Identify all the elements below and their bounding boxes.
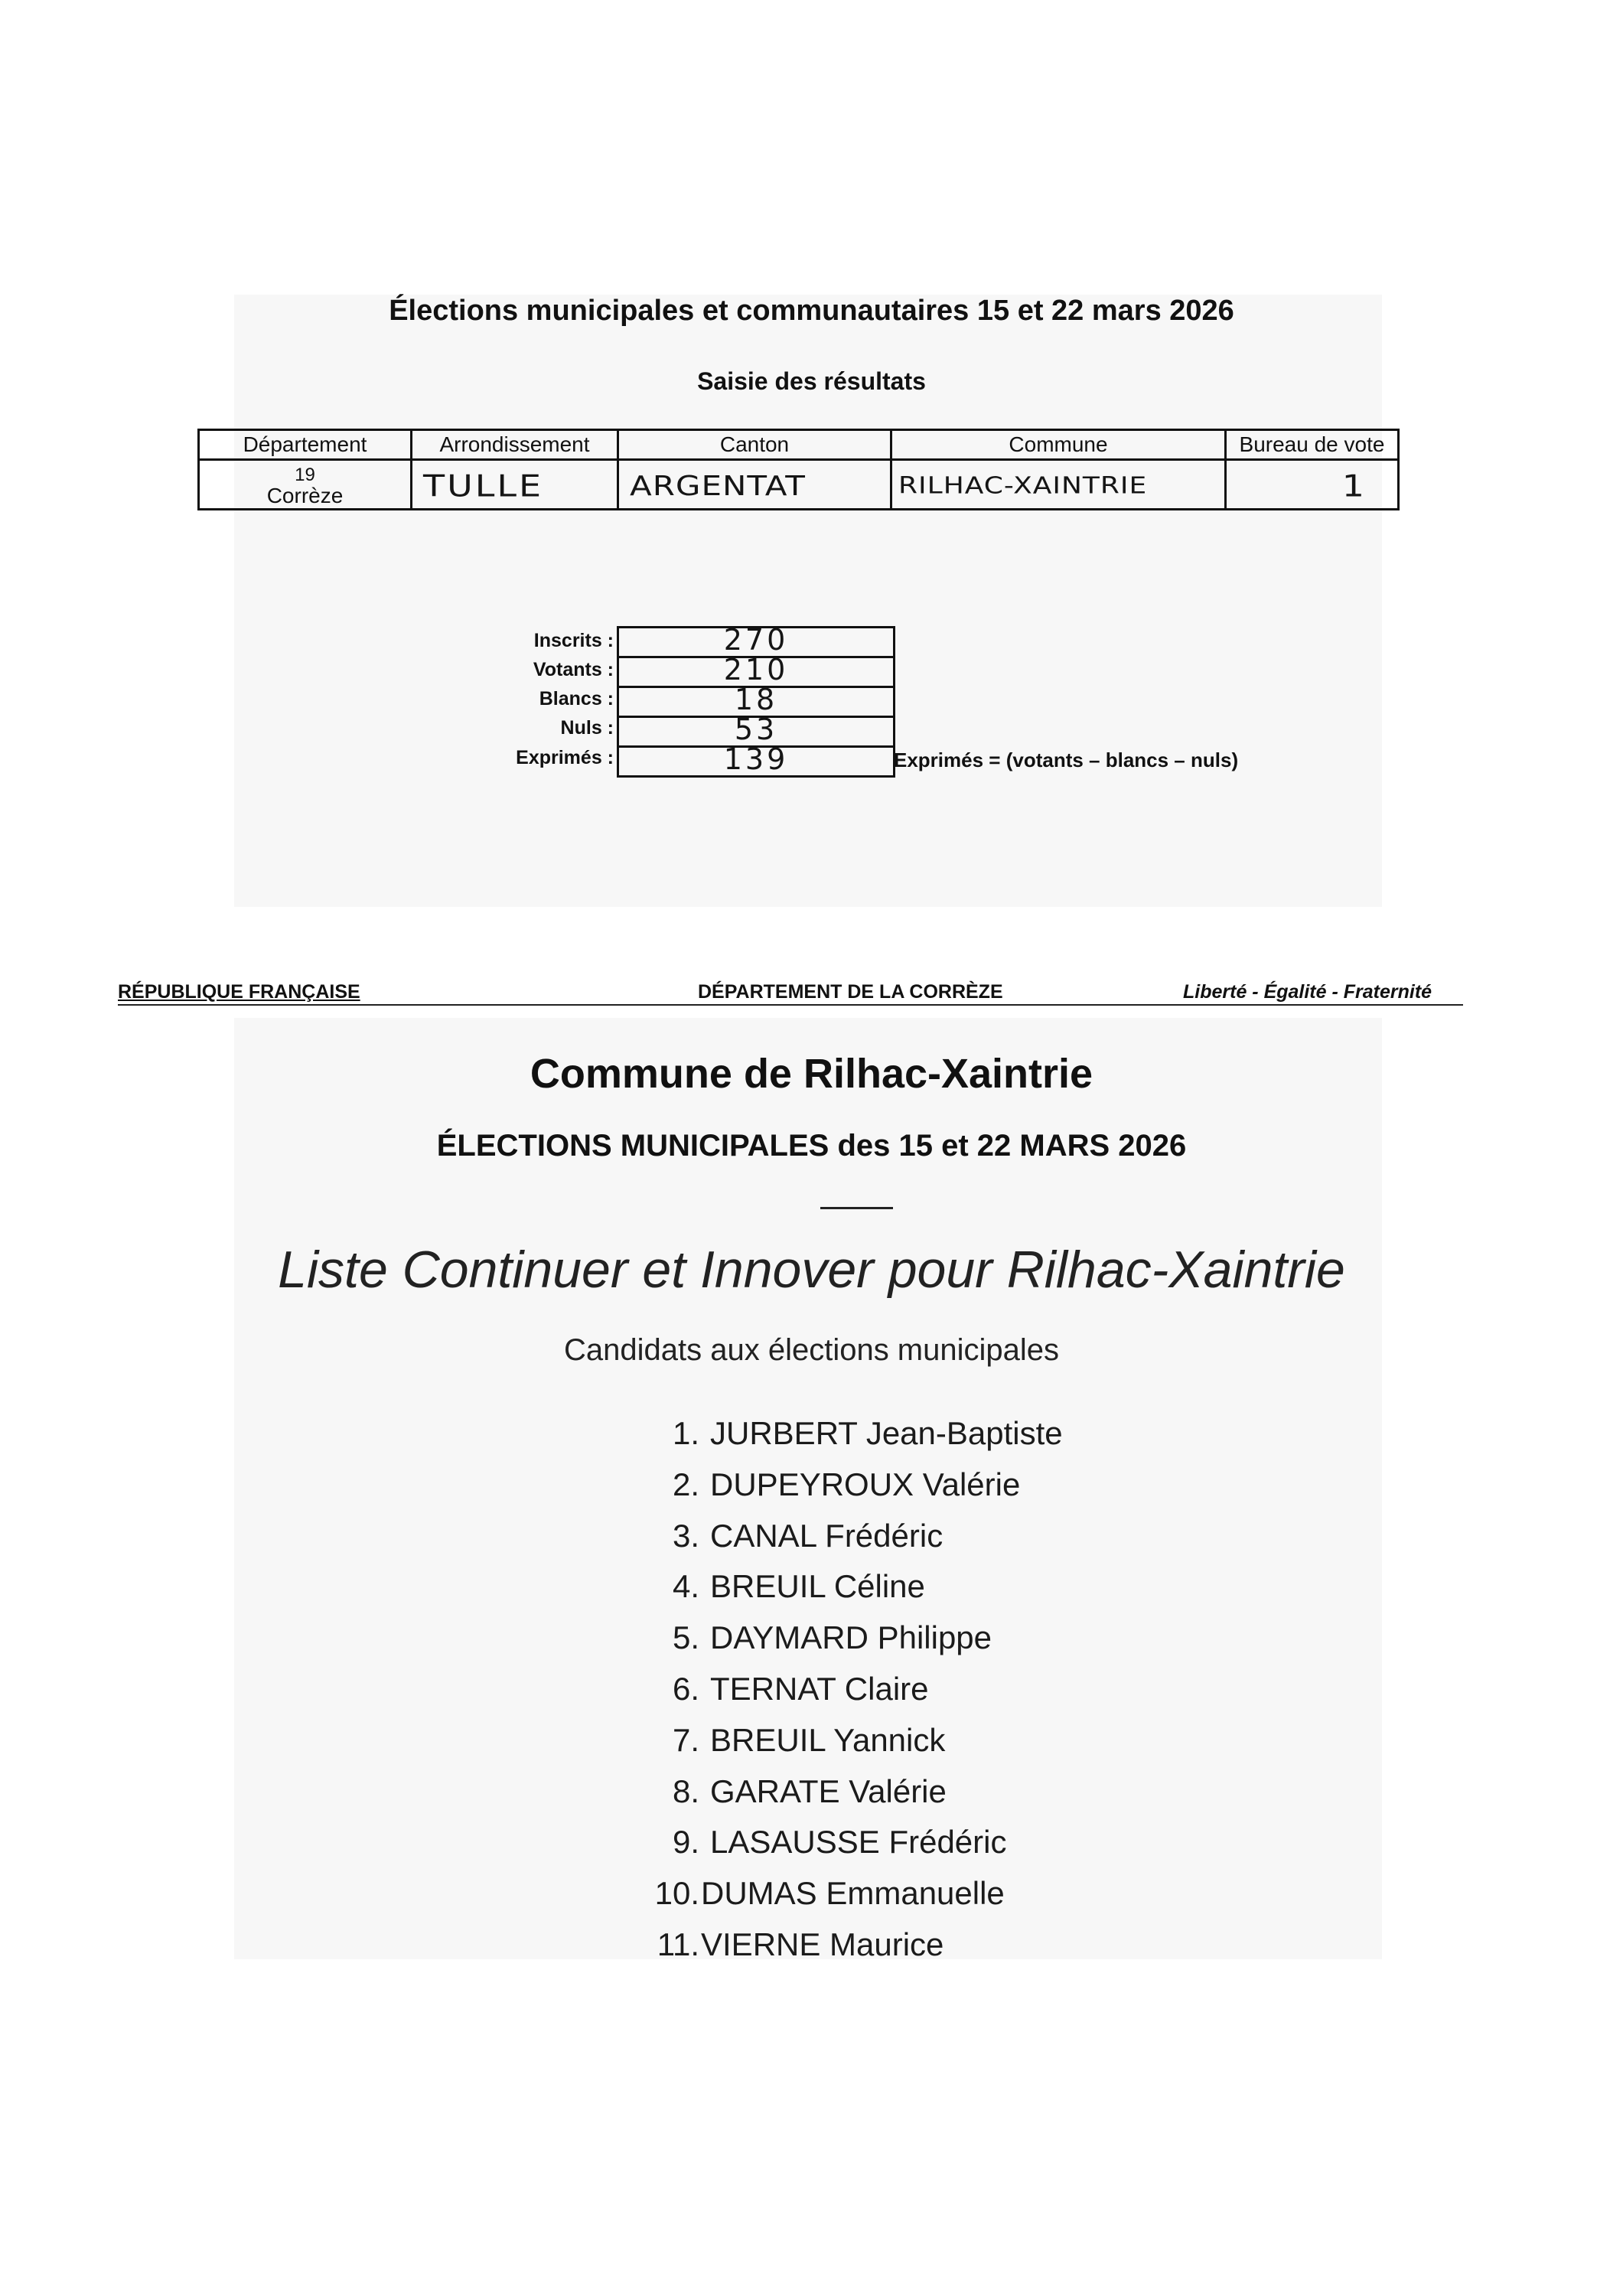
header-republique: RÉPUBLIQUE FRANÇAISE (118, 981, 360, 1003)
candidate-name: GARATE Valérie (710, 1773, 947, 1809)
candidate-name: DUMAS Emmanuelle (701, 1875, 1005, 1912)
header-commune: Commune (891, 430, 1226, 460)
value-nuls: 53 (734, 713, 778, 746)
elections-title: ÉLECTIONS MUNICIPALES des 15 et 22 MARS 2026 (436, 1129, 1187, 1163)
candidats-subtitle: Candidats aux élections municipales (563, 1333, 1060, 1367)
cell-departement (199, 460, 412, 510)
list-item (647, 1766, 1063, 1818)
value-inscrits: 270 (723, 623, 789, 657)
header-canton: Canton (618, 430, 891, 460)
candidate-number: 11. (657, 1926, 699, 1962)
value-exprimes: 139 (723, 742, 789, 776)
exprimes-formula: Exprimés = (votants – blancs – nuls) (894, 748, 1239, 771)
label-inscrits: Inscrits : (533, 630, 614, 651)
candidate-name: BREUIL Yannick (710, 1721, 946, 1758)
candidates-list (647, 1408, 1063, 1971)
list-item (647, 1511, 1063, 1562)
cell-canton (618, 460, 891, 510)
list-item (647, 1919, 1063, 1971)
value-votants: 210 (723, 653, 789, 687)
candidate-number: 4. (672, 1568, 699, 1605)
form-subtitle: Saisie des résultats (697, 367, 926, 395)
candidate-number: 3. (672, 1517, 699, 1554)
canton-value: ARGENTAT (630, 469, 806, 502)
candidate-name: DUPEYROUX Valérie (710, 1466, 1021, 1502)
arrondissement-value: TULLE (423, 468, 544, 504)
candidate-number: 6. (672, 1670, 699, 1707)
departement-number: 19 (295, 465, 315, 485)
candidate-name: LASAUSSE Frédéric (710, 1824, 1007, 1861)
candidate-number: 7. (672, 1721, 699, 1758)
label-nuls: Nuls : (560, 717, 614, 739)
title-separator (820, 1207, 893, 1209)
list-item (647, 1613, 1063, 1664)
list-item (647, 1459, 1063, 1511)
candidate-number: 10. (654, 1875, 699, 1912)
header-departement-correze: DÉPARTEMENT DE LA CORRÈZE (698, 981, 1003, 1003)
header-rule (118, 1004, 1463, 1006)
cell-arrondissement (412, 460, 618, 510)
candidate-number: 8. (672, 1773, 699, 1809)
list-item (647, 1561, 1063, 1613)
admin-table (197, 429, 1400, 510)
candidate-number: 5. (672, 1619, 699, 1656)
candidate-name: DAYMARD Philippe (710, 1619, 992, 1656)
departement-name: Corrèze (266, 484, 344, 507)
candidate-name: BREUIL Céline (710, 1568, 925, 1605)
admin-table-header-row (199, 430, 1399, 460)
list-item (647, 1715, 1063, 1766)
candidate-name: VIERNE Maurice (701, 1926, 944, 1962)
label-votants: Votants : (533, 659, 614, 680)
commune-value: RILHAC-XAINTRIE (898, 472, 1148, 499)
label-exprimes: Exprimés : (516, 747, 614, 768)
form-title: Élections municipales et communautaires 15 et 22 mars 2026 (389, 295, 1234, 327)
header-departement: Département (199, 430, 412, 460)
candidate-name: TERNAT Claire (710, 1670, 929, 1707)
cell-commune (891, 460, 1226, 510)
value-blancs: 18 (734, 683, 778, 716)
bureau-value: 1 (1341, 468, 1367, 504)
header-devise: Liberté - Égalité - Fraternité (1183, 981, 1432, 1003)
label-blancs: Blancs : (539, 688, 614, 709)
list-item (647, 1408, 1063, 1459)
candidate-name: CANAL Frédéric (710, 1517, 943, 1554)
list-item (647, 1817, 1063, 1868)
commune-title: Commune de Rilhac-Xaintrie (530, 1051, 1093, 1097)
header-bureau: Bureau de vote (1226, 430, 1399, 460)
admin-table-value-row (199, 460, 1399, 510)
candidate-number: 9. (672, 1824, 699, 1861)
candidate-name: JURBERT Jean-Baptiste (710, 1415, 1063, 1451)
header-arrondissement: Arrondissement (412, 430, 618, 460)
candidate-number: 2. (672, 1466, 699, 1502)
cell-bureau (1226, 460, 1399, 510)
candidate-number: 1. (672, 1415, 699, 1451)
list-item (647, 1868, 1063, 1919)
liste-title: Liste Continuer et Innover pour Rilhac-Xaintrie (278, 1241, 1345, 1299)
list-item (647, 1664, 1063, 1715)
